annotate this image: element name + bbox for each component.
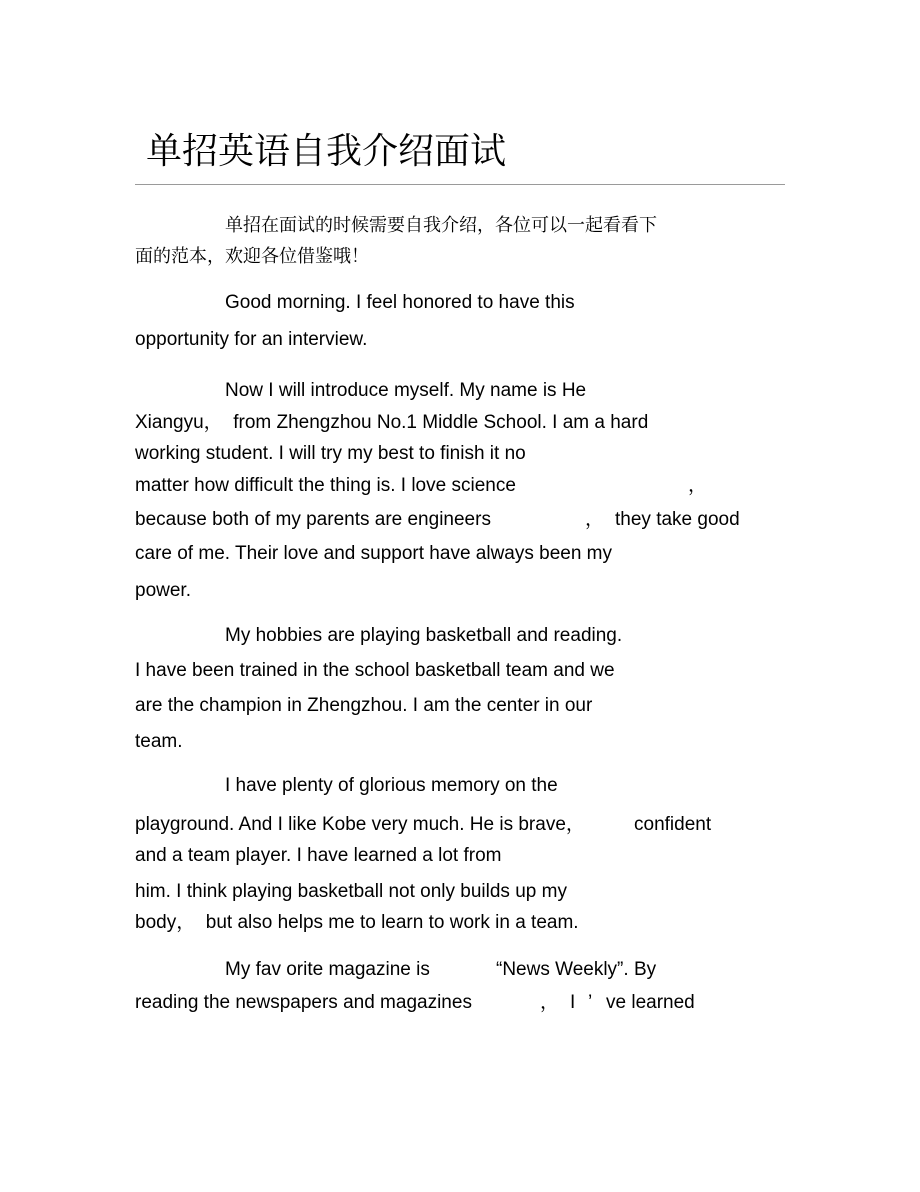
paragraph-magazine-line-2-tail: ve learned (606, 992, 695, 1013)
paragraph-magazine-line-1-tail: “News Weekly”. By (496, 959, 657, 980)
paragraph-intro-line-5-comma: ， (585, 509, 605, 530)
paragraph-intro-line-5-tail: they take good (615, 509, 740, 530)
paragraph-greeting-line-1: Good morning. I feel honored to have this (225, 292, 575, 313)
paragraph-memory-line-5: body， but also helps me to learn to work in a team. (135, 912, 579, 933)
paragraph-intro-line-5: because both of my parents are engineers (135, 509, 491, 530)
paragraph-magazine-line-2: reading the newspapers and magazines (135, 992, 472, 1013)
paragraph-intro-line-2: Xiangyu， from Zhengzhou No.1 Middle School. I am a hard (135, 412, 649, 433)
paragraph-magazine-line-2-comma: ， (540, 992, 560, 1013)
paragraph-memory-line-2-tail: confident (634, 814, 712, 835)
intro-line-2: 面的范本，欢迎各位借鉴哦！ (135, 246, 369, 267)
paragraph-hobbies-line-3: are the champion in Zhengzhou. I am the center in our (135, 695, 593, 716)
paragraph-intro-line-3: working student. I will try my best to finish it no (135, 443, 526, 464)
page-title: 单招英语自我介绍面试 (146, 131, 507, 172)
paragraph-magazine-line-2-pronoun: I (570, 992, 576, 1013)
paragraph-greeting-line-2: opportunity for an interview. (135, 329, 368, 350)
paragraph-hobbies-line-4: team. (135, 731, 183, 752)
paragraph-intro-line-4-comma: ， (688, 475, 708, 496)
paragraph-hobbies-line-2: I have been trained in the school basketball team and we (135, 660, 615, 681)
paragraph-memory-line-1: I have plenty of glorious memory on the (225, 775, 558, 796)
paragraph-intro-line-7: power. (135, 580, 191, 601)
paragraph-magazine-line-2-apostrophe: ’ (588, 992, 593, 1013)
paragraph-memory-line-3: and a team player. I have learned a lot from (135, 845, 502, 866)
intro-line-1: 单招在面试的时候需要自我介绍，各位可以一起看看下 (225, 215, 657, 236)
paragraph-magazine-line-1: My fav orite magazine is (225, 959, 430, 980)
title-underline (135, 184, 785, 185)
paragraph-memory-line-4: him. I think playing basketball not only builds up my (135, 881, 567, 902)
paragraph-intro-line-4: matter how difficult the thing is. I love science (135, 475, 516, 496)
paragraph-intro-line-6: care of me. Their love and support have always been my (135, 543, 613, 564)
paragraph-hobbies-line-1: My hobbies are playing basketball and reading. (225, 625, 623, 646)
paragraph-intro-line-1: Now I will introduce myself. My name is He (225, 380, 587, 401)
paragraph-memory-line-2: playground. And I like Kobe very much. He is brave， (135, 814, 585, 835)
